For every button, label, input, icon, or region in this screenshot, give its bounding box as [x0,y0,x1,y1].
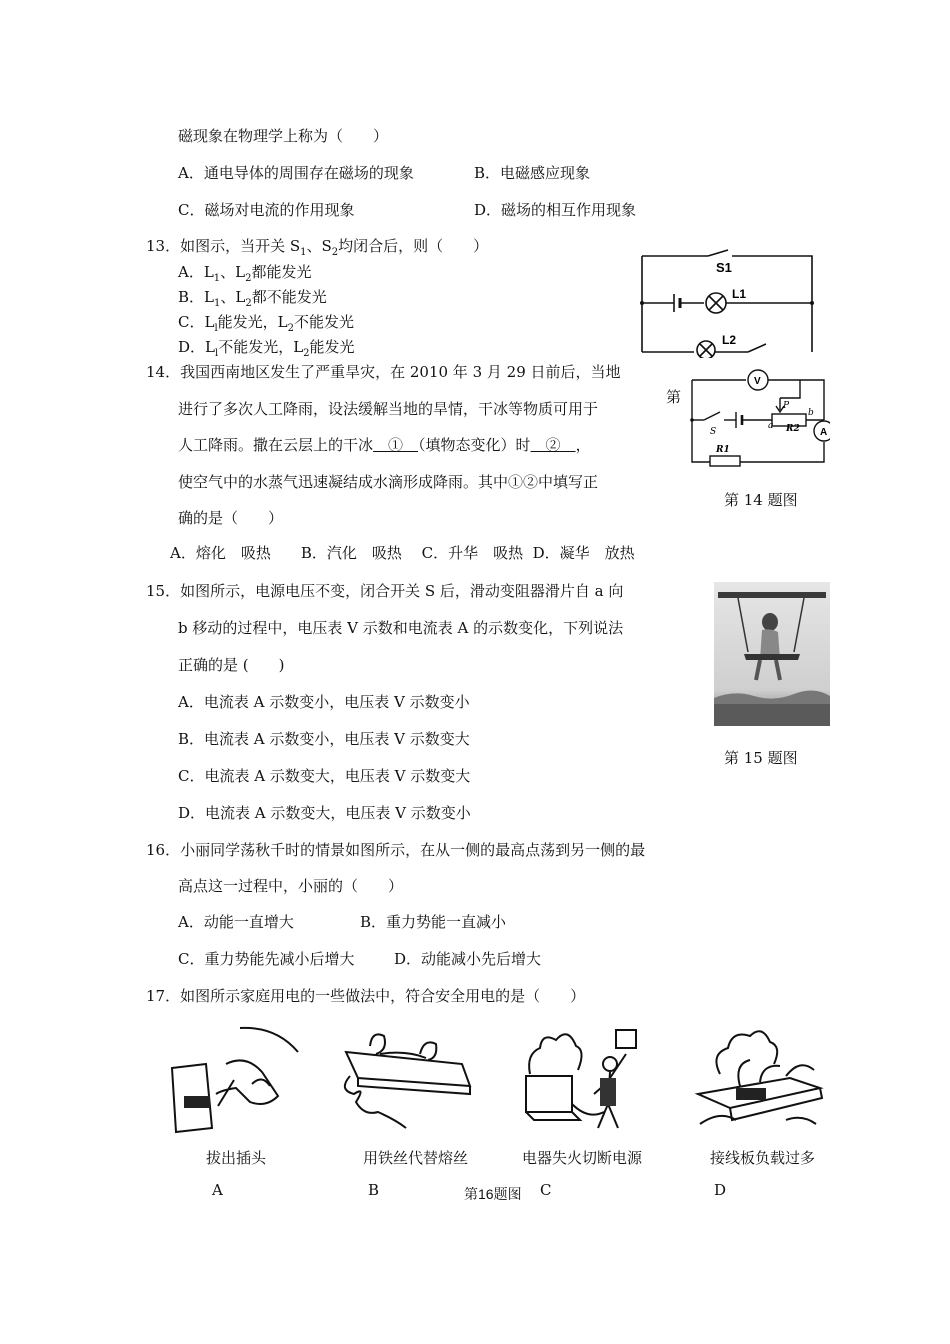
q15-line-2: b 移动的过程中，电压表 V 示数和电流表 A 的示数变化，下列说法 [178,619,624,637]
iron-wire-icon [345,1076,406,1128]
q14-line-1: 14．我国西南地区发生了严重旱灾，在 2010 年 3 月 29 日前后，当地 [146,363,621,381]
q15-figure-caption: 第 15 题图 [724,749,798,767]
plug-icon [184,1096,210,1108]
q17-caption-a: 拔出插头 [206,1149,267,1167]
label-r2: R2 [786,424,800,434]
q13-option-a: A．$L_1$、$L_2$都能发光 [178,263,312,284]
q12-option-d: D．磁场的相互作用现象 [474,201,637,219]
label-b-end: b [808,408,814,418]
q17-caption-b: 用铁丝代替熔丝 [363,1149,469,1167]
q14-number: 14． [146,363,181,381]
q17-letter-b: B [368,1181,380,1199]
q15-option-d: D．电流表 A 示数变大，电压表 V 示数变小 [178,804,471,822]
label-s1: S1 [716,260,732,275]
q14-line-4: 使空气中的水蒸气迅速凝结成水滴形成降雨。其中①②中填写正 [178,473,599,491]
q15-line-1: 15．如图所示，电源电压不变，闭合开关 S 后，滑动变阻器滑片自 a 向 [146,582,624,600]
q13-option-b: B．$L_1$、$L_2$都不能发光 [178,288,327,309]
q14-line-5: 确的是（ ） [178,509,284,527]
q17-letter-c: C [540,1181,552,1199]
q13-option-d: D．$L_l$不能发光，$L_2$能发光 [178,338,355,359]
label-l1: L1 [732,287,747,301]
appliance-icon [526,1076,572,1112]
fire-cut-power-illustration [520,1024,650,1136]
q14-line-3: 人工降雨。撒在云层上的干冰 ① （填物态变化）时 ② ， [178,436,591,454]
q14-blank-1: ① [373,436,419,454]
label-p: P [783,401,790,411]
q15-option-a: A．电流表 A 示数变小，电压表 V 示数变小 [178,693,470,711]
label-r1: R1 [716,445,730,455]
fire-smoke-icon [529,1034,581,1074]
q13-stem: 13．如图示，当开关 $S_1$、$S_2$均闭合后，则（ ） [146,237,489,258]
q13-number: 13． [146,237,181,255]
q17-number: 17． [146,987,181,1005]
label-v: V [754,376,761,387]
q12-option-a: A．通电导体的周围存在磁场的现象 [178,164,414,182]
q17-letter-a: A [212,1181,223,1199]
q17-figure-caption: 第16题图 [464,1186,522,1202]
q17-stem: 17．如图所示家庭用电的一些做法中，符合安全用电的是（ ） [146,987,586,1005]
swing-photo [714,582,830,726]
q15-option-c: C．电流表 A 示数变大，电压表 V 示数变大 [178,767,471,785]
q17-caption-c: 电器失火切断电源 [522,1149,643,1167]
q12-stem-continuation: 磁现象在物理学上称为（ ） [178,127,389,145]
q13-circuit-diagram [636,248,826,358]
q14-line-2: 进行了多次人工降雨，设法缓解当地的旱情，干冰等物质可用于 [178,400,599,418]
fuse-clip-left-icon [370,1034,385,1054]
q14-figure-caption: 第 14 题图 [724,491,798,509]
label-a-end: a [768,421,774,431]
resistor-r1-icon [710,456,740,466]
label-l2: L2 [722,333,737,347]
q15-line-3: 正确的是 ( ) [178,656,285,674]
q16-option-d: D．动能减小先后增大 [394,950,542,968]
label-a: A [820,427,828,438]
swing-bar [718,592,826,598]
q14-options: A．熔化 吸热 B．汽化 吸热 C．升华 吸热 D．凝华 放热 [170,544,635,562]
q12-option-c: C．磁场对电流的作用现象 [178,201,355,219]
q14-circuit-diagram [680,368,830,468]
swing-seat [744,654,800,660]
switch-box-icon [616,1030,636,1048]
q15-number: 15． [146,582,181,600]
q16-option-a: A．动能一直增大 [178,913,294,931]
q17-caption-d: 接线板负载过多 [710,1149,816,1167]
q16-line-1: 16．小丽同学荡秋千时的情景如图所示，在从一侧的最高点荡到另一侧的最 [146,841,646,859]
switch-s1-icon [708,250,728,256]
switch-s2-icon [748,344,766,352]
q14-figure-caption-partial: 第 [666,388,682,406]
wire-top-right [732,256,812,352]
unplug-illustration [166,1024,302,1134]
iron-wire-fuse-illustration [336,1024,476,1134]
q16-option-b: B．重力势能一直减小 [360,913,507,931]
switch-s-icon [704,412,720,420]
q16-line-2: 高点这一过程中，小丽的（ ） [178,877,404,895]
overloaded-power-strip-illustration [690,1024,826,1134]
q14-blank-2: ② [530,436,576,454]
q16-number: 16． [146,841,181,859]
q15-option-b: B．电流表 A 示数变小，电压表 V 示数变大 [178,730,470,748]
label-s: S [710,427,717,437]
person-head [762,613,778,631]
q16-option-c: C．重力势能先减小后增大 [178,950,355,968]
q12-option-b: B．电磁感应现象 [474,164,591,182]
q13-option-c: C．$L_l$能发光，$L_2$不能发光 [178,313,355,334]
q17-letter-d: D [714,1181,727,1199]
